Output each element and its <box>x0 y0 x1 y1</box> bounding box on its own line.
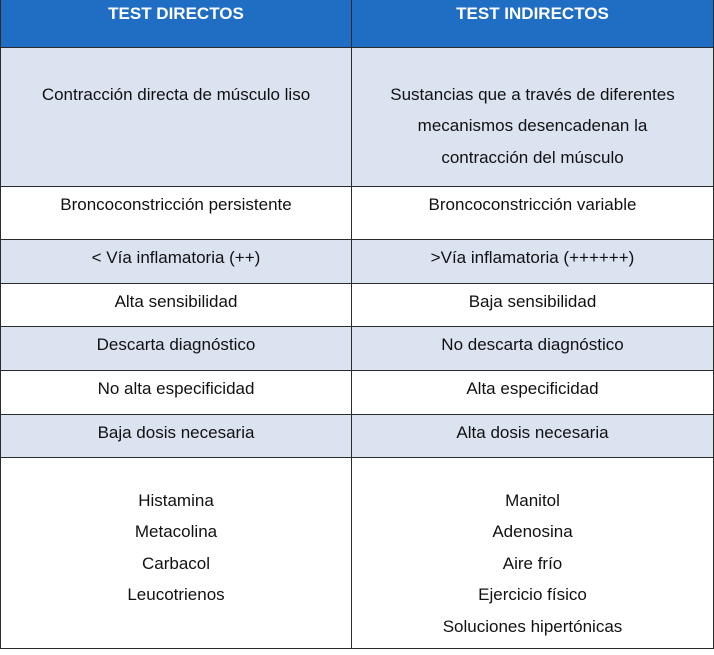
list-item: Soluciones hipertónicas <box>442 616 623 636</box>
cell-line: Sustancias que a través de diferentes <box>390 84 675 104</box>
cell-directos: < Vía inflamatoria (++) <box>1 239 352 283</box>
table-row <box>1 239 714 283</box>
cell-directos: Baja dosis necesaria <box>1 414 352 457</box>
table-row <box>1 370 714 414</box>
header-test-directos: TEST DIRECTOS <box>1 0 352 47</box>
cell-indirectos: >Vía inflamatoria (++++++) <box>352 239 714 283</box>
table-row <box>1 283 714 326</box>
cell-line: contracción del músculo <box>441 147 624 167</box>
cell-indirectos: Broncoconstricción variable <box>352 186 714 239</box>
cell-directos: Broncoconstricción persistente <box>1 186 352 239</box>
cell-indirectos-list <box>352 457 714 648</box>
cell-indirectos: Alta especificidad <box>352 370 714 414</box>
header-test-indirectos: TEST INDIRECTOS <box>352 0 714 47</box>
list-item: Adenosina <box>492 522 573 541</box>
list-item: Metacolina <box>134 522 218 541</box>
table-row <box>1 186 714 239</box>
cell-directos: No alta especificidad <box>1 370 352 414</box>
list-item: Carbacol <box>141 553 211 573</box>
list-item: Manitol <box>505 490 560 510</box>
cell-line: mecanismos desencadenan la <box>417 116 648 135</box>
list-item: Ejercicio físico <box>478 585 587 604</box>
list-item: Aire frío <box>502 553 563 573</box>
cell-indirectos <box>352 47 714 186</box>
table-row <box>1 414 714 457</box>
cell-directos-list <box>1 457 352 648</box>
cell-directos: Contracción directa de músculo liso <box>1 47 352 186</box>
cell-indirectos: Baja sensibilidad <box>352 283 714 326</box>
cell-indirectos: Alta dosis necesaria <box>352 414 714 457</box>
header-row <box>1 0 714 47</box>
table-row <box>1 47 714 186</box>
cell-directos: Alta sensibilidad <box>1 283 352 326</box>
table-row <box>1 457 714 648</box>
table-row <box>1 326 714 370</box>
cell-directos: Descarta diagnóstico <box>1 326 352 370</box>
list-item: Leucotrienos <box>127 585 225 604</box>
list-item: Histamina <box>138 490 214 510</box>
cell-indirectos: No descarta diagnóstico <box>352 326 714 370</box>
